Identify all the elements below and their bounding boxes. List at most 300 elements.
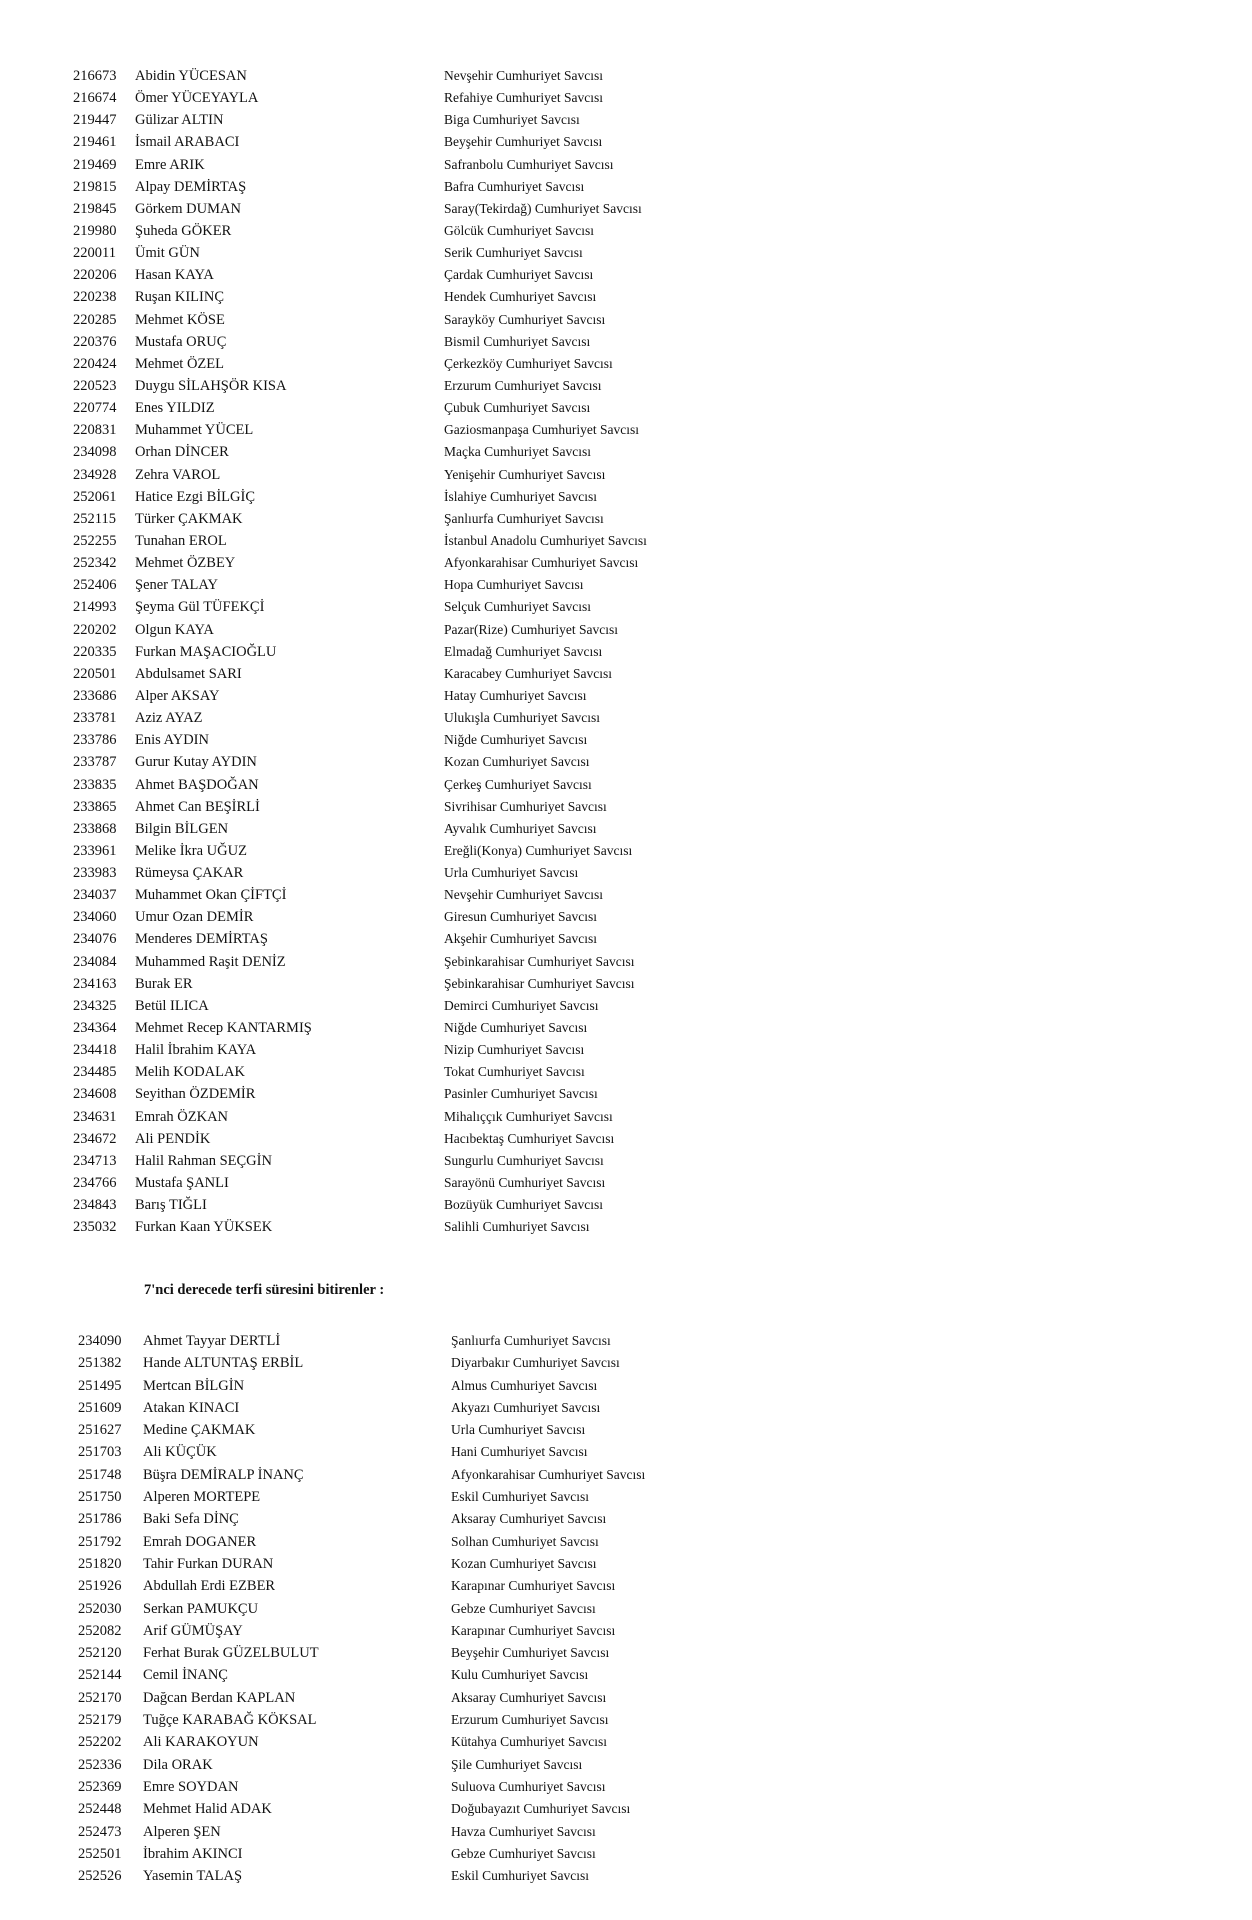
person-name: Dağcan Berdan KAPLAN xyxy=(143,1689,296,1706)
person-name: Muhammet Okan ÇİFTÇİ xyxy=(135,887,287,904)
table-row xyxy=(0,1083,1252,1105)
record-id: 220285 xyxy=(73,311,117,328)
table-row xyxy=(0,1216,1252,1238)
office-title: Niğde Cumhuriyet Savcısı xyxy=(444,1020,588,1036)
table-row xyxy=(0,286,1252,308)
table-row xyxy=(0,1664,1252,1686)
record-id: 219447 xyxy=(73,112,117,129)
person-name: Hande ALTUNTAŞ ERBİL xyxy=(143,1355,304,1372)
office-title: Ereğli(Konya) Cumhuriyet Savcısı xyxy=(444,842,633,858)
table-row xyxy=(0,906,1252,928)
person-name: Görkem DUMAN xyxy=(135,200,241,217)
office-title: Ulukışla Cumhuriyet Savcısı xyxy=(444,710,600,726)
person-name: Serkan PAMUKÇU xyxy=(143,1600,259,1617)
table-row xyxy=(0,1330,1252,1352)
person-name: Atakan KINACI xyxy=(143,1399,240,1416)
office-title: Afyonkarahisar Cumhuriyet Savcısı xyxy=(451,1466,646,1482)
table-row xyxy=(0,1150,1252,1172)
person-name: Aziz AYAZ xyxy=(135,710,203,727)
person-name: Alperen ŞEN xyxy=(143,1823,221,1840)
person-name: Ruşan KILINÇ xyxy=(135,289,225,306)
office-title: Salihli Cumhuriyet Savcısı xyxy=(444,1219,590,1235)
record-id: 252120 xyxy=(78,1645,122,1662)
record-id: 252406 xyxy=(73,577,117,594)
office-title: Bafra Cumhuriyet Savcısı xyxy=(444,178,585,194)
record-id: 252501 xyxy=(78,1845,122,1862)
table-row xyxy=(0,862,1252,884)
person-name: Bilgin BİLGEN xyxy=(135,820,229,837)
table-row xyxy=(0,1821,1252,1843)
person-name: Gurur Kutay AYDIN xyxy=(135,754,257,771)
table-row xyxy=(0,109,1252,131)
person-name: Yasemin TALAŞ xyxy=(143,1868,243,1885)
office-title: Hani Cumhuriyet Savcısı xyxy=(451,1444,588,1460)
record-id: 251926 xyxy=(78,1578,122,1595)
office-title: Ayvalık Cumhuriyet Savcısı xyxy=(444,820,597,836)
office-title: Çardak Cumhuriyet Savcısı xyxy=(444,267,594,283)
person-name: Türker ÇAKMAK xyxy=(135,510,243,527)
record-id: 234766 xyxy=(73,1175,117,1192)
office-title: Kozan Cumhuriyet Savcısı xyxy=(451,1555,597,1571)
record-id: 252202 xyxy=(78,1734,122,1751)
office-title: Nizip Cumhuriyet Savcısı xyxy=(444,1042,585,1058)
office-title: Mihalıççık Cumhuriyet Savcısı xyxy=(444,1108,613,1124)
section-heading: 7'nci derecede terfi süresini bitirenler : xyxy=(144,1282,385,1298)
office-title: Demirci Cumhuriyet Savcısı xyxy=(444,997,599,1013)
table-row xyxy=(0,995,1252,1017)
person-name: Emrah DOGANER xyxy=(143,1533,257,1550)
person-name: Furkan Kaan YÜKSEK xyxy=(135,1219,273,1236)
office-title: Kozan Cumhuriyet Savcısı xyxy=(444,754,590,770)
record-id: 234325 xyxy=(73,997,117,1014)
record-id: 234084 xyxy=(73,953,117,970)
person-name: Muhammed Raşit DENİZ xyxy=(135,953,286,970)
table-row xyxy=(0,552,1252,574)
person-name: Arif GÜMÜŞAY xyxy=(143,1622,243,1639)
table-row xyxy=(0,131,1252,153)
table-row xyxy=(0,774,1252,796)
person-name: Olgun KAYA xyxy=(135,621,214,638)
table-row xyxy=(0,1061,1252,1083)
record-id: 252179 xyxy=(78,1712,122,1729)
office-title: Bozüyük Cumhuriyet Savcısı xyxy=(444,1197,603,1213)
record-id: 220774 xyxy=(73,400,117,417)
table-row xyxy=(0,596,1252,618)
record-id: 252030 xyxy=(78,1600,122,1617)
person-name: Ali KARAKOYUN xyxy=(143,1734,259,1751)
record-id: 234364 xyxy=(73,1020,117,1037)
table-row xyxy=(0,884,1252,906)
record-id: 220238 xyxy=(73,289,117,306)
record-id: 234608 xyxy=(73,1086,117,1103)
office-title: Erzurum Cumhuriyet Savcısı xyxy=(444,377,602,393)
person-name: Enis AYDIN xyxy=(135,732,209,749)
table-row xyxy=(0,87,1252,109)
record-id: 220424 xyxy=(73,355,117,372)
record-id: 234418 xyxy=(73,1042,117,1059)
record-id: 252336 xyxy=(78,1756,122,1773)
person-name: Furkan MAŞACIOĞLU xyxy=(135,643,277,660)
record-id: 220376 xyxy=(73,333,117,350)
table-row xyxy=(0,1776,1252,1798)
office-title: Urla Cumhuriyet Savcısı xyxy=(444,865,579,881)
office-title: Çerkeş Cumhuriyet Savcısı xyxy=(444,776,592,792)
office-title: Gebze Cumhuriyet Savcısı xyxy=(451,1845,596,1861)
person-name: Şener TALAY xyxy=(135,577,219,594)
person-name: Zehra VAROL xyxy=(135,466,221,483)
person-name: Melih KODALAK xyxy=(135,1064,245,1081)
table-row xyxy=(0,818,1252,840)
person-name: Umur Ozan DEMİR xyxy=(135,909,254,926)
record-id: 251627 xyxy=(78,1422,122,1439)
office-title: Suluova Cumhuriyet Savcısı xyxy=(451,1778,606,1794)
record-id: 234713 xyxy=(73,1152,117,1169)
person-name: Cemil İNANÇ xyxy=(143,1667,228,1684)
office-title: Şebinkarahisar Cumhuriyet Savcısı xyxy=(444,975,635,991)
record-id: 219980 xyxy=(73,222,117,239)
office-title: Urla Cumhuriyet Savcısı xyxy=(451,1422,586,1438)
person-name: İsmail ARABACI xyxy=(135,134,240,151)
record-id: 234037 xyxy=(73,887,117,904)
person-name: Rümeysa ÇAKAR xyxy=(135,865,244,882)
record-id: 251703 xyxy=(78,1444,122,1461)
office-title: Kulu Cumhuriyet Savcısı xyxy=(451,1667,589,1683)
record-id: 233865 xyxy=(73,798,117,815)
record-id: 252082 xyxy=(78,1622,122,1639)
person-name: Ahmet Tayyar DERTLİ xyxy=(143,1333,281,1349)
record-id: 220831 xyxy=(73,422,117,439)
office-title: Beyşehir Cumhuriyet Savcısı xyxy=(444,134,603,150)
table-row xyxy=(0,619,1252,641)
table-row xyxy=(0,1017,1252,1039)
record-id: 233686 xyxy=(73,687,117,704)
table-row xyxy=(0,1642,1252,1664)
person-name: Burak ER xyxy=(135,975,193,992)
record-id: 233787 xyxy=(73,754,117,771)
person-name: Hasan KAYA xyxy=(135,267,214,284)
record-id: 219469 xyxy=(73,156,117,173)
office-title: Niğde Cumhuriyet Savcısı xyxy=(444,732,588,748)
office-title: Aksaray Cumhuriyet Savcısı xyxy=(451,1511,607,1527)
table-row xyxy=(0,441,1252,463)
record-id: 251748 xyxy=(78,1466,122,1483)
table-row xyxy=(0,951,1252,973)
table-row xyxy=(0,1508,1252,1530)
office-title: Çerkezköy Cumhuriyet Savcısı xyxy=(444,355,613,371)
table-row xyxy=(0,331,1252,353)
person-name: Orhan DİNCER xyxy=(135,444,229,461)
record-id: 251820 xyxy=(78,1555,122,1572)
person-name: Medine ÇAKMAK xyxy=(143,1422,256,1439)
table-row xyxy=(0,1843,1252,1865)
record-id: 214993 xyxy=(73,599,117,616)
table-row xyxy=(0,375,1252,397)
office-title: Tokat Cumhuriyet Savcısı xyxy=(444,1064,585,1080)
record-id: 252255 xyxy=(73,532,117,549)
record-id: 251382 xyxy=(78,1355,122,1372)
record-id: 234060 xyxy=(73,909,117,926)
person-name: Baki Sefa DİNÇ xyxy=(143,1511,239,1528)
office-title: Karapınar Cumhuriyet Savcısı xyxy=(451,1578,616,1594)
office-title: Çubuk Cumhuriyet Savcısı xyxy=(444,400,591,416)
office-title: Selçuk Cumhuriyet Savcısı xyxy=(444,599,591,615)
office-title: Hendek Cumhuriyet Savcısı xyxy=(444,289,597,305)
office-title: Beyşehir Cumhuriyet Savcısı xyxy=(451,1645,610,1661)
table-row xyxy=(0,1620,1252,1642)
person-name: Menderes DEMİRTAŞ xyxy=(135,931,268,948)
record-id: 251750 xyxy=(78,1489,122,1506)
record-id: 251786 xyxy=(78,1511,122,1528)
office-title: Nevşehir Cumhuriyet Savcısı xyxy=(444,68,603,83)
office-title: Hatay Cumhuriyet Savcısı xyxy=(444,687,587,703)
table-row xyxy=(0,928,1252,950)
office-title: Hacıbektaş Cumhuriyet Savcısı xyxy=(444,1130,615,1146)
record-id: 252170 xyxy=(78,1689,122,1706)
record-id: 220335 xyxy=(73,643,117,660)
office-title: Hopa Cumhuriyet Savcısı xyxy=(444,577,584,593)
person-name: Abdullah Erdi EZBER xyxy=(143,1578,276,1595)
table-row xyxy=(0,154,1252,176)
record-id: 234672 xyxy=(73,1130,117,1147)
table-row xyxy=(0,685,1252,707)
table-row xyxy=(0,1731,1252,1753)
office-title: Diyarbakır Cumhuriyet Savcısı xyxy=(451,1355,620,1371)
person-name: Duygu SİLAHŞÖR KISA xyxy=(135,377,287,394)
office-title: Safranbolu Cumhuriyet Savcısı xyxy=(444,156,614,172)
record-id: 234163 xyxy=(73,975,117,992)
person-name: Abdulsamet SARI xyxy=(135,665,242,682)
table-row xyxy=(0,1598,1252,1620)
office-title: Şanlıurfa Cumhuriyet Savcısı xyxy=(444,510,604,526)
table-row xyxy=(0,1106,1252,1128)
office-title: Sivrihisar Cumhuriyet Savcısı xyxy=(444,798,607,814)
office-title: Maçka Cumhuriyet Savcısı xyxy=(444,444,591,460)
office-title: Afyonkarahisar Cumhuriyet Savcısı xyxy=(444,555,639,571)
person-name: Abidin YÜCESAN xyxy=(135,68,247,84)
office-title: Pasinler Cumhuriyet Savcısı xyxy=(444,1086,598,1102)
person-name: Ahmet Can BEŞİRLİ xyxy=(135,798,260,815)
office-title: Şile Cumhuriyet Savcısı xyxy=(451,1756,583,1772)
record-id: 219845 xyxy=(73,200,117,217)
person-name: Gülizar ALTIN xyxy=(135,112,224,129)
office-title: Biga Cumhuriyet Savcısı xyxy=(444,112,580,128)
office-title: Eskil Cumhuriyet Savcısı xyxy=(451,1489,589,1505)
person-name: Tuğçe KARABAĞ KÖKSAL xyxy=(143,1712,317,1729)
person-name: Tahir Furkan DURAN xyxy=(143,1555,274,1572)
office-title: Solhan Cumhuriyet Savcısı xyxy=(451,1533,599,1549)
person-name: Mertcan BİLGİN xyxy=(143,1377,245,1394)
office-title: Şanlıurfa Cumhuriyet Savcısı xyxy=(451,1333,611,1348)
person-name: Mehmet ÖZEL xyxy=(135,355,224,372)
office-title: Saray(Tekirdağ) Cumhuriyet Savcısı xyxy=(444,200,642,216)
office-title: Kütahya Cumhuriyet Savcısı xyxy=(451,1734,607,1750)
office-title: Doğubayazıt Cumhuriyet Savcısı xyxy=(451,1801,631,1817)
record-id: 252144 xyxy=(78,1667,122,1684)
person-name: Muhammet YÜCEL xyxy=(135,422,254,439)
office-title: Akyazı Cumhuriyet Savcısı xyxy=(451,1399,601,1415)
person-name: Halil Rahman SEÇGİN xyxy=(135,1152,272,1169)
person-name: Mustafa ŞANLI xyxy=(135,1175,229,1192)
table-row xyxy=(0,1798,1252,1820)
table-row xyxy=(0,1575,1252,1597)
record-id: 251609 xyxy=(78,1399,122,1416)
office-title: Sungurlu Cumhuriyet Savcısı xyxy=(444,1152,604,1168)
record-id: 234631 xyxy=(73,1108,117,1125)
record-id: 252473 xyxy=(78,1823,122,1840)
table-row xyxy=(0,1397,1252,1419)
table-row xyxy=(0,1375,1252,1397)
table-row xyxy=(0,220,1252,242)
office-title: İslahiye Cumhuriyet Savcısı xyxy=(444,488,597,504)
office-title: Erzurum Cumhuriyet Savcısı xyxy=(451,1712,609,1728)
table-row xyxy=(0,574,1252,596)
person-name: Tunahan EROL xyxy=(135,532,227,549)
table-row xyxy=(0,1194,1252,1216)
table-row xyxy=(0,1441,1252,1463)
person-name: Mehmet KÖSE xyxy=(135,311,225,328)
person-name: Ferhat Burak GÜZELBULUT xyxy=(143,1645,319,1662)
person-name: Emre ARIK xyxy=(135,156,205,173)
person-name: Ahmet BAŞDOĞAN xyxy=(135,776,259,793)
record-id: 235032 xyxy=(73,1219,117,1236)
person-name: Mustafa ORUÇ xyxy=(135,333,227,350)
record-id: 234843 xyxy=(73,1197,117,1214)
table-row xyxy=(0,973,1252,995)
table-row xyxy=(0,264,1252,286)
promotion-list-section-1 xyxy=(0,65,1252,1238)
person-name: Dila ORAK xyxy=(143,1756,213,1773)
person-name: Büşra DEMİRALP İNANÇ xyxy=(143,1466,304,1483)
person-name: Emre SOYDAN xyxy=(143,1778,239,1795)
person-name: Alpay DEMİRTAŞ xyxy=(135,178,247,195)
table-row xyxy=(0,663,1252,685)
person-name: İbrahim AKINCI xyxy=(143,1845,243,1862)
table-row xyxy=(0,419,1252,441)
office-title: Yenişehir Cumhuriyet Savcısı xyxy=(444,466,606,482)
table-row xyxy=(0,1352,1252,1374)
record-id: 234098 xyxy=(73,444,117,461)
table-row xyxy=(0,1419,1252,1441)
person-name: Şuheda GÖKER xyxy=(135,222,232,239)
table-row xyxy=(0,1464,1252,1486)
office-title: Serik Cumhuriyet Savcısı xyxy=(444,245,583,261)
table-row xyxy=(0,1709,1252,1731)
person-name: Seyithan ÖZDEMİR xyxy=(135,1086,256,1103)
record-id: 233835 xyxy=(73,776,117,793)
office-title: Bismil Cumhuriyet Savcısı xyxy=(444,333,591,349)
record-id: 216674 xyxy=(73,90,117,107)
office-title: İstanbul Anadolu Cumhuriyet Savcısı xyxy=(444,532,647,548)
record-id: 252448 xyxy=(78,1801,122,1818)
record-id: 251495 xyxy=(78,1377,122,1394)
record-id: 233781 xyxy=(73,710,117,727)
table-row xyxy=(0,729,1252,751)
office-title: Sarayönü Cumhuriyet Savcısı xyxy=(444,1175,606,1191)
table-row xyxy=(0,530,1252,552)
table-row xyxy=(0,486,1252,508)
table-row xyxy=(0,751,1252,773)
office-title: Karacabey Cumhuriyet Savcısı xyxy=(444,665,612,681)
table-row xyxy=(0,1039,1252,1061)
table-row xyxy=(0,796,1252,818)
table-row xyxy=(0,707,1252,729)
table-row xyxy=(0,198,1252,220)
office-title: Almus Cumhuriyet Savcısı xyxy=(451,1377,598,1393)
office-title: Karapınar Cumhuriyet Savcısı xyxy=(451,1622,616,1638)
record-id: 216673 xyxy=(73,68,117,84)
table-row xyxy=(0,1128,1252,1150)
record-id: 234928 xyxy=(73,466,117,483)
record-id: 219461 xyxy=(73,134,117,151)
record-id: 251792 xyxy=(78,1533,122,1550)
table-row xyxy=(0,1531,1252,1553)
record-id: 234485 xyxy=(73,1064,117,1081)
person-name: Emrah ÖZKAN xyxy=(135,1108,229,1125)
record-id: 220202 xyxy=(73,621,117,638)
record-id: 233961 xyxy=(73,842,117,859)
table-row xyxy=(0,1687,1252,1709)
person-name: Ali KÜÇÜK xyxy=(143,1444,217,1461)
person-name: Mehmet ÖZBEY xyxy=(135,555,236,572)
record-id: 220523 xyxy=(73,377,117,394)
table-row xyxy=(0,65,1252,87)
person-name: Şeyma Gül TÜFEKÇİ xyxy=(135,599,265,616)
table-row xyxy=(0,242,1252,264)
table-row xyxy=(0,353,1252,375)
table-row xyxy=(0,840,1252,862)
record-id: 220206 xyxy=(73,267,117,284)
office-title: Pazar(Rize) Cumhuriyet Savcısı xyxy=(444,621,618,637)
record-id: 233868 xyxy=(73,820,117,837)
office-title: Eskil Cumhuriyet Savcısı xyxy=(451,1868,589,1884)
person-name: Alperen MORTEPE xyxy=(143,1489,261,1506)
office-title: Havza Cumhuriyet Savcısı xyxy=(451,1823,596,1839)
office-title: Gölcük Cumhuriyet Savcısı xyxy=(444,222,594,238)
record-id: 252115 xyxy=(73,510,116,527)
office-title: Giresun Cumhuriyet Savcısı xyxy=(444,909,597,925)
office-title: Akşehir Cumhuriyet Savcısı xyxy=(444,931,597,947)
table-row xyxy=(0,464,1252,486)
record-id: 252369 xyxy=(78,1778,122,1795)
record-id: 234090 xyxy=(78,1333,122,1349)
person-name: Halil İbrahim KAYA xyxy=(135,1042,257,1059)
office-title: Aksaray Cumhuriyet Savcısı xyxy=(451,1689,607,1705)
person-name: Hatice Ezgi BİLGİÇ xyxy=(135,488,255,505)
person-name: Melike İkra UĞUZ xyxy=(135,842,247,859)
office-title: Elmadağ Cumhuriyet Savcısı xyxy=(444,643,603,659)
table-row xyxy=(0,1754,1252,1776)
table-row xyxy=(0,1172,1252,1194)
record-id: 220011 xyxy=(73,245,116,262)
table-row xyxy=(0,1553,1252,1575)
person-name: Enes YILDIZ xyxy=(135,400,215,417)
person-name: Betül ILICA xyxy=(135,997,209,1014)
person-name: Ömer YÜCEYAYLA xyxy=(135,90,259,107)
record-id: 233983 xyxy=(73,865,117,882)
person-name: Mehmet Recep KANTARMIŞ xyxy=(135,1020,312,1037)
person-name: Mehmet Halid ADAK xyxy=(143,1801,272,1818)
table-row xyxy=(0,309,1252,331)
record-id: 233786 xyxy=(73,732,117,749)
record-id: 252342 xyxy=(73,555,117,572)
record-id: 219815 xyxy=(73,178,117,195)
office-title: Gaziosmanpaşa Cumhuriyet Savcısı xyxy=(444,422,639,438)
person-name: Ali PENDİK xyxy=(135,1130,211,1147)
table-row xyxy=(0,508,1252,530)
person-name: Barış TIĞLI xyxy=(135,1197,207,1214)
office-title: Gebze Cumhuriyet Savcısı xyxy=(451,1600,596,1616)
list-rows xyxy=(0,1330,1252,1887)
